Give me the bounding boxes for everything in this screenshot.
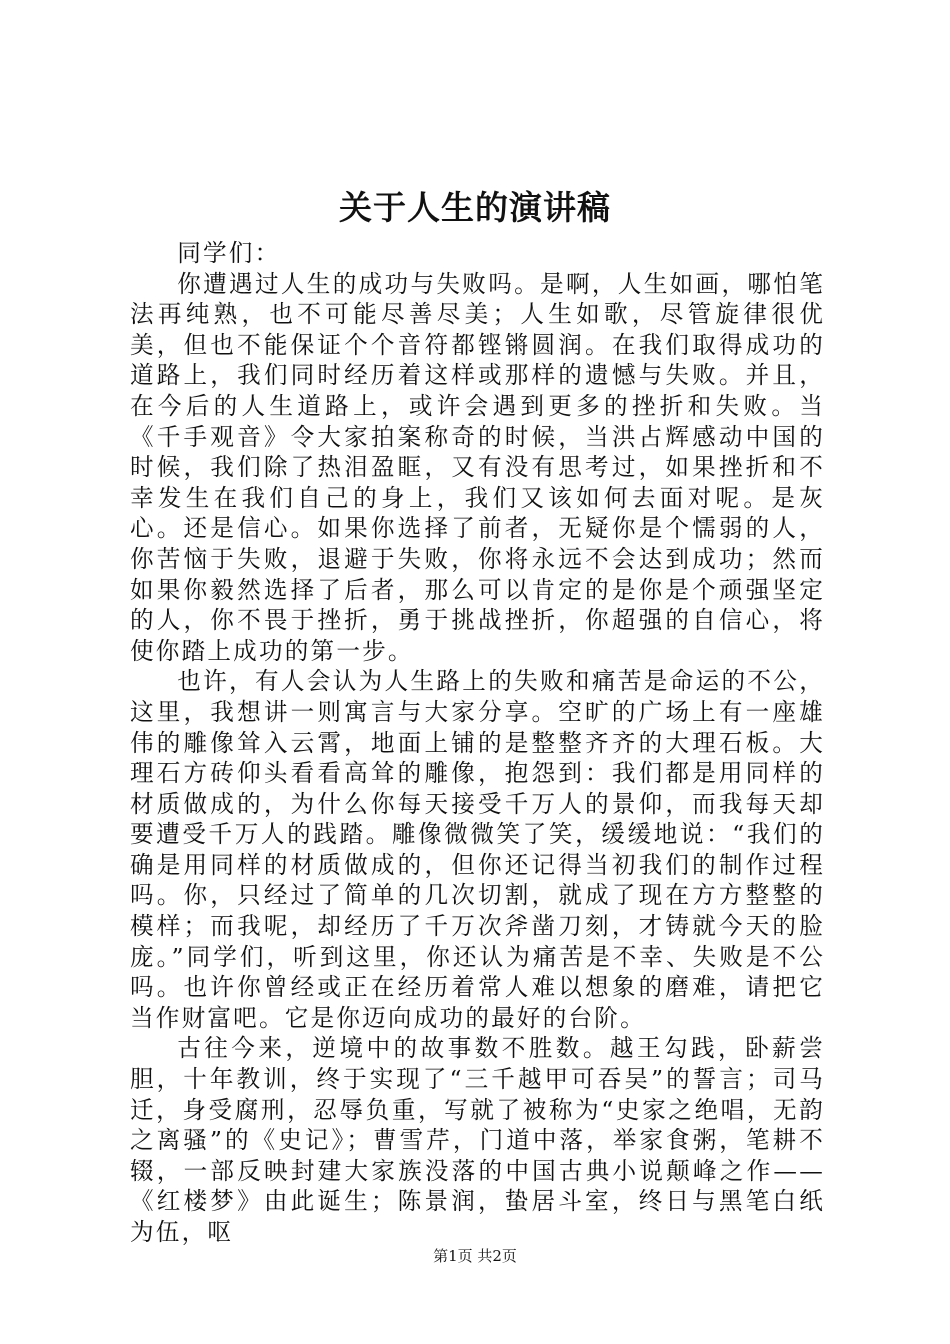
paragraph: 你遭遇过人生的成功与失败吗。是啊，人生如画，哪怕笔法再纯熟，也不可能尽善尽美；人生如歌，尽管旋律很优美，但也不能保证个个音符都铿锵圆润。在我们取得成功的道路上，我们同时经历着这样或那样的遗憾与失败。并且，在今后的人生道路上，或许会遇到更多的挫折和失败。当《千手观音》令大家拍案称奇的时候，当洪占辉感动中国的时候，我们除了热泪盈眶，又有没有思考过，如果挫折和不幸发生在我们自己的身上，我们又该如何去面对呢。是灰心。还是信心。如果你选择了前者，无疑你是个懦弱的人，你苦恼于失败，退避于失败，你将永远不会达到成功；然而如果你毅然选择了后者，那么可以肯定的是你是个顽强坚定的人，你不畏于挫折，勇于挑战挫折，你超强的自信心，将使你踏上成功的第一步。 bbox=[130, 269, 825, 665]
page-title: 关于人生的演讲稿 bbox=[339, 188, 611, 227]
paragraph: 也许，有人会认为人生路上的失败和痛苦是命运的不公，这里，我想讲一则寓言与大家分享。空旷的广场上有一座雄伟的雕像耸入云霄，地面上铺的是整整齐齐的大理石板。大理石方砖仰头看看高耸的雕像，抱怨到：我们都是用同样的材质做成的，为什么你每天接受千万人的景仰，而我每天却要遭受千万人的践踏。雕像微微笑了笑，缓缓地说：“我们的确是用同样的材质做成的，但你还记得当初我们的制作过程吗。你，只经过了简单的几次切割，就成了现在方方整整的模样；而我呢，却经历了千万次斧凿刀刻，才铸就今天的脸庞。”同学们，听到这里，你还认为痛苦是不幸、失败是不公吗。也许你曾经或正在经历着常人难以想象的磨难，请把它当作财富吧。它是你迈向成功的最好的台阶。 bbox=[130, 667, 825, 1032]
paragraph: 古往今来，逆境中的故事数不胜数。越王勾践，卧薪尝胆，十年教训，终于实现了“三千越甲可吞吴”的誓言；司马迁，身受腐刑，忍辱负重，写就了被称为“史家之绝唱，无韵之离骚”的《史记》；曹雪芹，门道中落，举家食粥，笔耕不辍，一部反映封建大家族没落的中国古典小说颠峰之作——《红楼梦》由此诞生；陈景润，蛰居斗室，终日与黑笔白纸为伍，呕 bbox=[130, 1034, 825, 1246]
page-footer: 第1页 共2页 bbox=[433, 1247, 517, 1265]
speech-body bbox=[130, 238, 825, 1248]
salutation: 同学们： bbox=[177, 239, 281, 267]
